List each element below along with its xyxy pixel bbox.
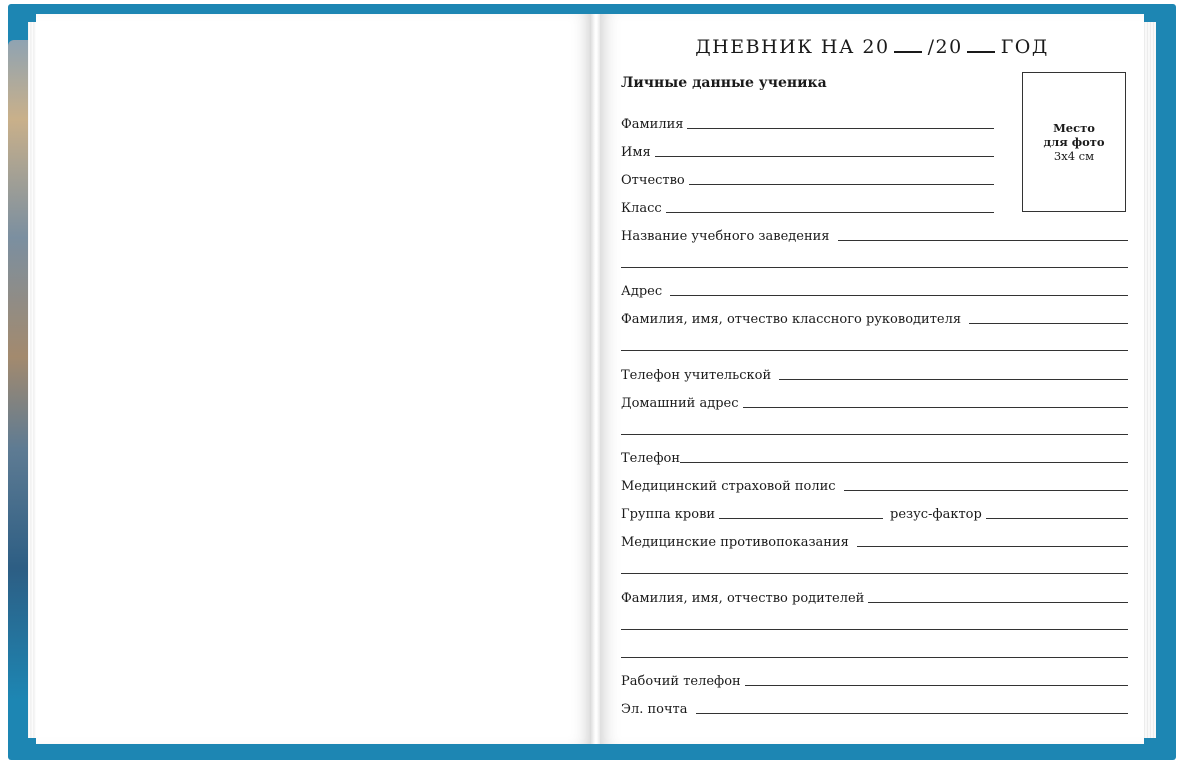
title-text-part1: ДНЕВНИК НА 20: [695, 36, 890, 58]
blood-group-field[interactable]: [621, 504, 885, 522]
teacher-fio-line-2[interactable]: [621, 350, 1128, 351]
title-text-part3: ГОД: [1000, 36, 1049, 58]
address-label: Адрес: [621, 284, 663, 299]
blood-group-label: Группа крови: [621, 507, 716, 522]
insurance-field[interactable]: [621, 476, 1128, 494]
school-name-line[interactable]: [838, 239, 1128, 241]
diary-title: [606, 36, 1138, 58]
class-label: Класс: [621, 201, 662, 216]
right-page-edges: [1144, 22, 1156, 738]
phone-line[interactable]: [680, 461, 1128, 463]
email-field[interactable]: [621, 699, 1128, 717]
year-blank-2[interactable]: [967, 37, 995, 53]
insurance-line[interactable]: [844, 489, 1128, 491]
address-line[interactable]: [670, 294, 1128, 296]
patronymic-label: Отчество: [621, 173, 685, 188]
parents-fio-field[interactable]: [621, 588, 1128, 606]
rhesus-label: резус-фактор: [890, 507, 982, 522]
name-label: Имя: [621, 145, 651, 160]
rhesus-line[interactable]: [986, 517, 1128, 519]
phone-field[interactable]: [621, 448, 1128, 466]
class-line[interactable]: [666, 211, 994, 213]
staff-phone-field[interactable]: [621, 365, 1128, 383]
work-phone-label: Рабочий телефон: [621, 674, 741, 689]
surname-line[interactable]: [687, 127, 994, 129]
address-field[interactable]: [621, 281, 1128, 299]
staff-phone-line[interactable]: [779, 378, 1128, 380]
patronymic-field[interactable]: [621, 170, 994, 188]
surname-label: Фамилия: [621, 117, 684, 132]
home-address-line[interactable]: [743, 406, 1128, 408]
contraindications-label: Медицинские противопоказания: [621, 535, 849, 550]
rhesus-field[interactable]: [890, 504, 1128, 522]
patronymic-line[interactable]: [689, 183, 994, 185]
name-line[interactable]: [655, 155, 994, 157]
contraindications-field[interactable]: [621, 532, 1128, 550]
year-blank-1[interactable]: [894, 37, 922, 53]
teacher-fio-label: Фамилия, имя, отчество классного руководителя: [621, 312, 962, 327]
home-address-field[interactable]: [621, 393, 1128, 411]
insurance-label: Медицинский страховой полис: [621, 479, 836, 494]
blood-group-line[interactable]: [719, 517, 883, 519]
email-label: Эл. почта: [621, 702, 688, 717]
title-text-part2: /20: [927, 36, 963, 58]
parents-fio-line-2[interactable]: [621, 629, 1128, 630]
school-name-label: Название учебного заведения: [621, 229, 830, 244]
parents-fio-line[interactable]: [868, 601, 1128, 603]
section-heading: Личные данные ученика: [621, 75, 827, 91]
class-field[interactable]: [621, 198, 994, 216]
email-line[interactable]: [696, 712, 1129, 714]
home-address-line-2[interactable]: [621, 434, 1128, 435]
name-field[interactable]: [621, 142, 994, 160]
parents-fio-label: Фамилия, имя, отчество родителей: [621, 591, 865, 606]
photo-placeholder: [1022, 72, 1126, 212]
left-page-blank: [36, 14, 592, 744]
photo-label-line2: для фото: [1043, 135, 1105, 149]
teacher-fio-line[interactable]: [969, 322, 1128, 324]
school-name-field[interactable]: [621, 226, 1128, 244]
contraindications-line[interactable]: [857, 545, 1128, 547]
teacher-fio-field[interactable]: [621, 309, 1128, 327]
photo-label-line1: Место: [1053, 121, 1095, 135]
school-name-line-2[interactable]: [621, 267, 1128, 268]
work-phone-line[interactable]: [745, 684, 1128, 686]
contraindications-line-2[interactable]: [621, 573, 1128, 574]
staff-phone-label: Телефон учительской: [621, 368, 772, 383]
cover-illustration-strip: [8, 40, 30, 700]
work-phone-field[interactable]: [621, 671, 1128, 689]
parents-fio-line-3[interactable]: [621, 657, 1128, 658]
surname-field[interactable]: [621, 114, 994, 132]
home-address-label: Домашний адрес: [621, 396, 739, 411]
phone-label: Телефон: [621, 451, 680, 466]
photo-label-size: 3x4 см: [1053, 149, 1095, 163]
